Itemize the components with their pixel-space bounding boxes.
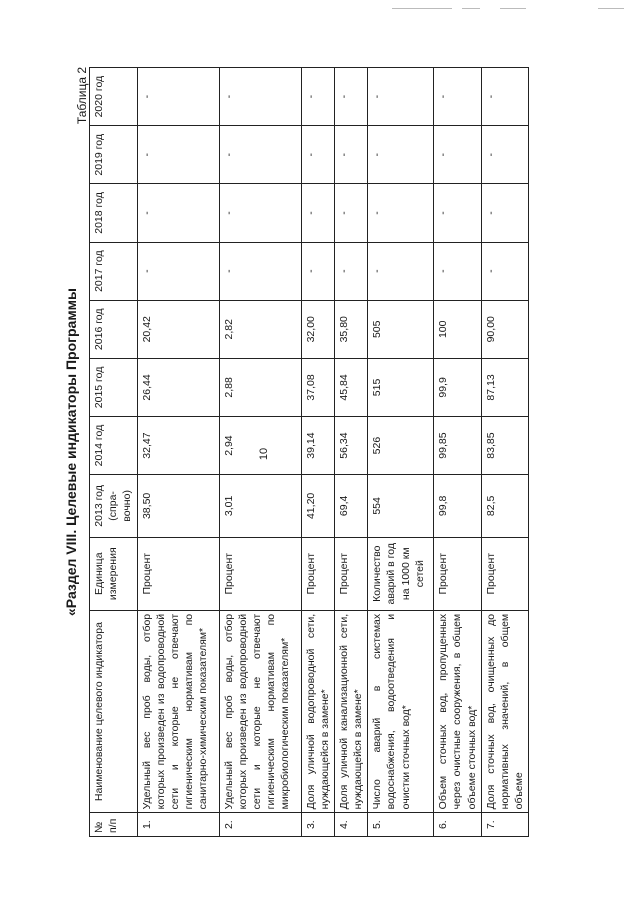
page-number: 10: [258, 447, 271, 461]
value-2015: 26,44: [137, 358, 219, 416]
table-row: [368, 68, 434, 837]
value-2020: -: [137, 68, 219, 126]
unit: Процент: [481, 537, 529, 610]
header-2018: 2018 год: [90, 184, 138, 242]
value-2019: -: [481, 126, 529, 184]
table-row: [137, 68, 219, 837]
value-2013: 3,01: [219, 475, 301, 537]
table-row: [334, 68, 367, 837]
scan-noise-line: [392, 8, 452, 9]
value-2020: -: [301, 68, 334, 126]
row-number: 5.: [368, 813, 434, 837]
value-2014: 99,85: [434, 417, 482, 475]
unit: Процент: [434, 537, 482, 610]
value-2013: 99,8: [434, 475, 482, 537]
value-2014: 83,85: [481, 417, 529, 475]
value-2017: -: [334, 242, 367, 300]
unit: Процент: [137, 537, 219, 610]
scan-noise-line: [598, 8, 624, 9]
header-number: № п/п: [90, 813, 138, 837]
header-indicator-name: Наименование целевого индикатора: [90, 610, 138, 812]
value-2013: 69,4: [334, 475, 367, 537]
value-2019: -: [301, 126, 334, 184]
indicator-name: Объем сточных вод, пропущенных через очистные сооружения, в общем объеме сточных вод*: [434, 610, 482, 812]
value-2017: -: [368, 242, 434, 300]
table-row: [219, 68, 301, 837]
indicator-name: Удельный вес проб воды, отбор которых произведен из водопроводной сети и которые не отвечают гигиеническим нормативам по санитарно-химическим показателям*: [137, 610, 219, 812]
value-2016: 100: [434, 300, 482, 358]
section-title: «Раздел VIII. Целевые индикаторы Программы: [63, 288, 79, 616]
value-2019: -: [137, 126, 219, 184]
value-2013: 38,50: [137, 475, 219, 537]
value-2017: -: [137, 242, 219, 300]
header-unit: Единица измерения: [90, 537, 138, 610]
value-2017: -: [301, 242, 334, 300]
row-number: 7.: [481, 813, 529, 837]
value-2013: 41,20: [301, 475, 334, 537]
header-2020: 2020 год: [90, 68, 138, 126]
header-2019: 2019 год: [90, 126, 138, 184]
value-2019: -: [434, 126, 482, 184]
value-2017: -: [219, 242, 301, 300]
value-2018: -: [137, 184, 219, 242]
value-2014: 32,47: [137, 417, 219, 475]
value-2015: 45,84: [334, 358, 367, 416]
scan-noise-line: [500, 8, 526, 9]
value-2014: 39,14: [301, 417, 334, 475]
value-2015: 2,88: [219, 358, 301, 416]
value-2014: 2,94: [219, 417, 301, 475]
value-2016: 20,42: [137, 300, 219, 358]
table-row: [301, 68, 334, 837]
indicator-name: Удельный вес проб воды, отбор которых произведен из водопроводной сети и которые не отвечают гигиеническим нормативам по микробиологическим показателям*: [219, 610, 301, 812]
table-row: [434, 68, 482, 837]
value-2014: 56,34: [334, 417, 367, 475]
unit: Процент: [334, 537, 367, 610]
scan-noise-line: [462, 8, 480, 9]
value-2017: -: [434, 242, 482, 300]
value-2016: 2,82: [219, 300, 301, 358]
indicator-name: Число аварий в системах водоснабжения, водоотведения и очистки сточных вод*: [368, 610, 434, 812]
value-2019: -: [219, 126, 301, 184]
header-2015: 2015 год: [90, 358, 138, 416]
value-2018: -: [481, 184, 529, 242]
header-2014: 2014 год: [90, 417, 138, 475]
row-number: 2.: [219, 813, 301, 837]
table-row: [481, 68, 529, 837]
value-2018: -: [368, 184, 434, 242]
header-2017: 2017 год: [90, 242, 138, 300]
value-2018: -: [334, 184, 367, 242]
row-number: 4.: [334, 813, 367, 837]
value-2018: -: [301, 184, 334, 242]
value-2013: 82,5: [481, 475, 529, 537]
table-label: Таблица 2: [75, 67, 89, 125]
value-2020: -: [481, 68, 529, 126]
indicator-name: Доля уличной водопроводной сети, нуждающейся в замене*: [301, 610, 334, 812]
rotated-page-content: [63, 67, 551, 837]
value-2018: -: [219, 184, 301, 242]
value-2015: 515: [368, 358, 434, 416]
value-2015: 99,9: [434, 358, 482, 416]
header-2013: 2013 год (спра-вочно): [90, 475, 138, 537]
indicator-name: Доля сточных вод, очищенных до нормативных значений, в общем объеме: [481, 610, 529, 812]
value-2018: -: [434, 184, 482, 242]
value-2019: -: [368, 126, 434, 184]
value-2020: -: [219, 68, 301, 126]
header-2016: 2016 год: [90, 300, 138, 358]
row-number: 1.: [137, 813, 219, 837]
row-number: 6.: [434, 813, 482, 837]
unit: Процент: [301, 537, 334, 610]
value-2016: 505: [368, 300, 434, 358]
value-2020: -: [434, 68, 482, 126]
value-2017: -: [481, 242, 529, 300]
value-2015: 87,13: [481, 358, 529, 416]
row-number: 3.: [301, 813, 334, 837]
table-header-row: [90, 68, 138, 837]
unit: Количество аварий в год на 1000 км сетей: [368, 537, 434, 610]
value-2020: -: [368, 68, 434, 126]
indicator-name: Доля уличной канализационной сети, нуждающейся в замене*: [334, 610, 367, 812]
value-2014: 526: [368, 417, 434, 475]
indicators-table: [89, 67, 529, 837]
value-2019: -: [334, 126, 367, 184]
value-2016: 35,80: [334, 300, 367, 358]
value-2016: 90,00: [481, 300, 529, 358]
value-2020: -: [334, 68, 367, 126]
value-2013: 554: [368, 475, 434, 537]
unit: Процент: [219, 537, 301, 610]
value-2015: 37,08: [301, 358, 334, 416]
value-2016: 32,00: [301, 300, 334, 358]
